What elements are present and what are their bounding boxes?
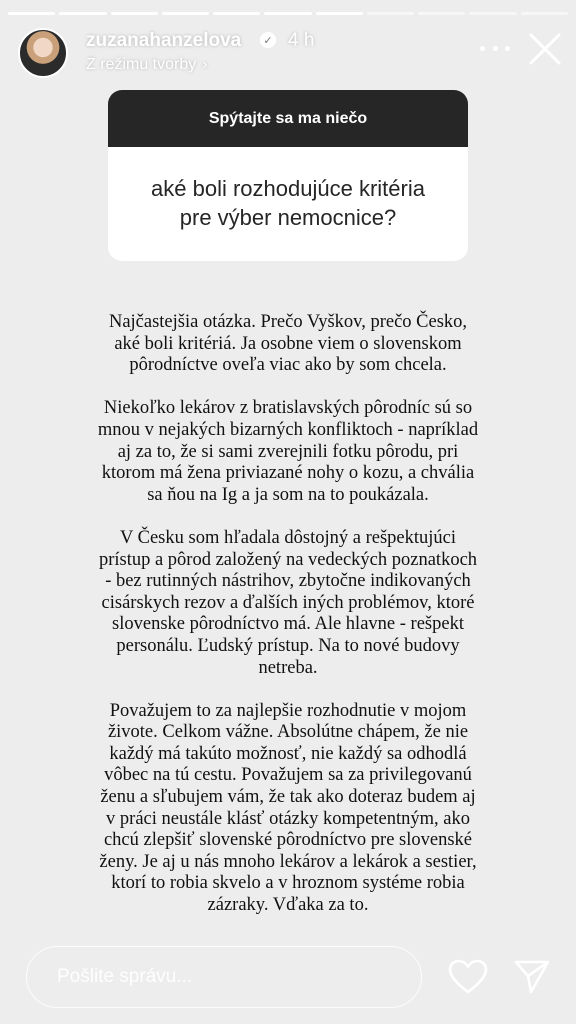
close-icon[interactable]: [528, 32, 562, 66]
chevron-right-icon: ›: [202, 56, 208, 73]
answer-paragraph: Najčastejšia otázka. Prečo Vyškov, prečo Česko, aké boli kritériá. Ja osobne viem o slovenskom pôrodníctve oveľa viac ako by som chcela.: [108, 312, 468, 376]
avatar[interactable]: [18, 28, 68, 78]
verified-badge-icon: ✓: [260, 32, 276, 48]
reply-field[interactable]: [26, 946, 422, 1008]
more-icon[interactable]: [480, 38, 510, 58]
send-icon[interactable]: [513, 959, 551, 995]
story-progress-segment: [8, 12, 55, 15]
message-input[interactable]: [57, 966, 421, 988]
story-progress-segment: [213, 12, 260, 15]
question-sticker[interactable]: [108, 90, 468, 261]
answer-paragraph: Niekoľko lekárov z bratislavských pôrodníc sú so mnou v nejakých bizarných konfliktoch - napríklad aj za to, že si sami zverejnili fotku pôrodu, pri ktorom má žena priviazané nohy o kozu, a chvália sa ňou na Ig a ja som na to poukázala.: [97, 398, 479, 505]
story-progress-segment: [418, 12, 465, 15]
create-mode-link[interactable]: [86, 56, 208, 74]
answer-paragraph: Považujem to za najlepšie rozhodnutie v mojom živote. Celkom vážne. Absolútne chápem, že nie každý má takúto možnosť, nie každý sa odhodlá vôbec na tú cestu. Považujem sa za privilegovanú ženu a sľubujem vám, že tak ako doteraz budem aj v práci neustále klásť otázky kompetentným, ako chcú zlepšiť slovenské pôrodníctvo pre slovenské ženy. Je aj u nás mnoho lekárov a lekárok a sestier, ktorí to robia skvelo a v hroznom systéme robia zázraky. Vďaka za to.: [99, 700, 477, 916]
post-time: 4 h: [288, 30, 315, 51]
story-progress-segment: [521, 12, 568, 15]
create-mode-label: Z režimu tvorby: [86, 56, 197, 73]
answer-text: [96, 312, 480, 938]
story-progress-segment: [367, 12, 414, 15]
heart-icon[interactable]: [448, 959, 488, 995]
story-progress-segment: [469, 12, 516, 15]
story-progress-segment: [264, 12, 311, 15]
story-header: [18, 26, 562, 80]
story-progress-segment: [59, 12, 106, 15]
username[interactable]: zuzanahanzelova: [86, 30, 242, 51]
story-progress-bar: [8, 12, 568, 15]
story-progress-segment: [162, 12, 209, 15]
story-progress-segment: [316, 12, 363, 15]
question-sticker-title: Spýtajte sa ma niečo: [108, 90, 468, 147]
story-progress-segment: [111, 12, 158, 15]
answer-paragraph: V Česku som hľadala dôstojný a rešpektujúci prístup a pôrod založený na vedeckých poznatkoch - bez rutinných nástrihov, zbytočne indikovaných cisárskych rezov a ďalších iných problémov, ktoré slovenske pôrodníctvo má. Ale hlavne - rešpekt personálu. Ľudský prístup. Na to nové budovy netreba.: [98, 527, 478, 678]
question-text: aké boli rozhodujúce kritéria pre výber nemocnice?: [151, 176, 425, 230]
